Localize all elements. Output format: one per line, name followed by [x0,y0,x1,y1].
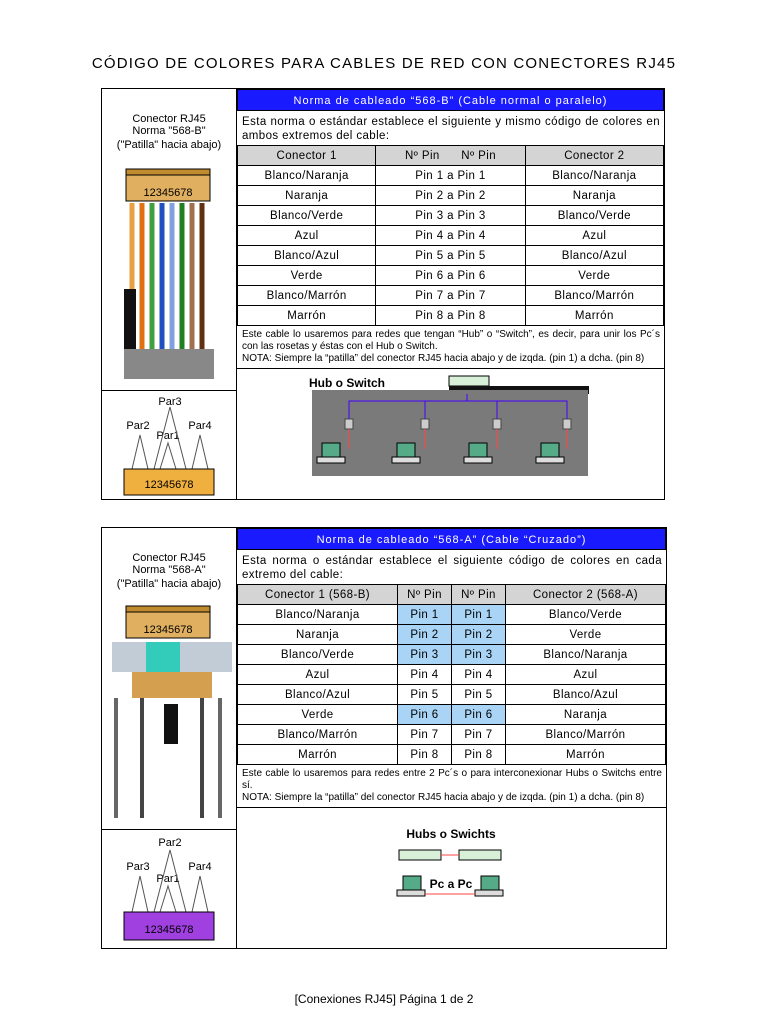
pin-numbers: 12345678 [144,479,194,491]
spec-568a [237,528,666,920]
connector-hint: ("Patilla" hacia abajo) [116,139,222,151]
pair-label: Par4 [188,420,212,432]
table-row: Verde Pin 6 Pin 6 Naranja [238,705,666,725]
column-header: Nº Pin [398,585,452,605]
connector-title: Conector RJ45 [132,113,206,125]
standard-header: Norma de cableado “568-A” (Cable “Cruzado”) [237,528,666,550]
pairs-568a-panel [102,830,237,948]
color-code-table [237,145,664,326]
table-row: Blanco/Verde Pin 3 Pin 3 Blanco/Naranja [238,645,666,665]
column-header: Conector 2 [525,146,663,166]
connector-norm: Norma "568-A" [132,564,206,576]
column-header: Conector 2 (568-A) [505,585,665,605]
standard-intro: Esta norma o estándar establece el siguiente código de colores en cada extremo del cable: [242,555,662,581]
table-row: Blanco/Naranja Pin 1 a Pin 1 Blanco/Naranja [238,166,664,186]
standard-header: Norma de cableado “568-B” (Cable normal o paralelo) [237,89,664,111]
pair-label: Par2 [158,837,182,849]
hub-label: Hub o Switch [309,376,385,390]
usage-note: Este cable lo usaremos para redes que tengan “Hub” o “Switch”, es decir, para unir los Pc´s con las rosetas y éstas con el Hub o Switch. NOTA: Siempre la “patilla” del conector RJ45 hacia abajo y de izqda. (pin 1) a dcha. (pin 8) [237,326,664,369]
connector-hint: ("Patilla" hacia abajo) [116,578,222,590]
table-row: Blanco/Azul Pin 5 Pin 5 Blanco/Azul [238,685,666,705]
table-row: Naranja Pin 2 a Pin 2 Naranja [238,186,664,206]
pairs-568a-diagram [102,830,236,948]
table-row: Blanco/Marrón Pin 7 a Pin 7 Blanco/Marrón [238,286,664,306]
pc-to-pc-label: Pc a Pc [429,877,473,891]
table-row: Marrón Pin 8 a Pin 8 Marrón [238,306,664,326]
pair-label: Par1 [156,873,180,885]
connector-568a-panel [102,528,237,830]
pin-numbers: 12345678 [144,924,194,936]
table-row: Naranja Pin 2 Pin 2 Verde [238,625,666,645]
page-title: CÓDIGO DE COLORES PARA CABLES DE RED CON CONECTORES RJ45 [91,55,677,72]
table-row: Azul Pin 4 a Pin 4 Azul [238,226,664,246]
connector-568b-panel [102,89,237,391]
rj45-568b-illustration [102,159,236,389]
column-header: Nº Pin [451,585,505,605]
table-row: Blanco/Azul Pin 5 a Pin 5 Blanco/Azul [238,246,664,266]
rj45-568a-illustration [102,598,236,828]
connector-title: Conector RJ45 [132,552,206,564]
table-row: Blanco/Marrón Pin 7 Pin 7 Blanco/Marrón [238,725,666,745]
network-568a-diagram [237,808,665,920]
hub-label: Hubs o Swichts [406,827,496,841]
block-568b [101,88,665,500]
pairs-568b-panel [102,391,237,499]
connector-norm: Norma "568-B" [132,125,206,137]
block-568a [101,527,667,949]
table-row: Azul Pin 4 Pin 4 Azul [238,665,666,685]
color-code-table [237,584,666,765]
table-row: Verde Pin 6 a Pin 6 Verde [238,266,664,286]
network-568b-diagram [237,369,663,477]
spec-568b [237,89,664,477]
standard-intro: Esta norma o estándar establece el siguiente y mismo código de colores en ambos extremos del cable: [242,116,660,142]
column-header: Nº Pin Nº Pin [376,146,525,166]
pair-label: Par1 [156,430,180,442]
table-row: Blanco/Naranja Pin 1 Pin 1 Blanco/Verde [238,605,666,625]
pin-numbers: 12345678 [143,187,193,199]
column-header: Conector 1 [238,146,376,166]
page-footer: [Conexiones RJ45] Página 1 de 2 [294,992,474,1006]
column-header: Conector 1 (568-B) [238,585,398,605]
pair-label: Par3 [158,396,182,408]
pin-numbers: 12345678 [143,624,193,636]
pair-label: Par2 [126,420,150,432]
usage-note: Este cable lo usaremos para redes entre 2 Pc´s o para interconexionar Hubs o Switchs entre sí. NOTA: Siempre la “patilla” del conector RJ45 hacia abajo y de izqda. (pin 1) a dcha. (pin 8) [237,765,666,808]
table-row: Blanco/Verde Pin 3 a Pin 3 Blanco/Verde [238,206,664,226]
pair-label: Par4 [188,861,212,873]
pairs-568b-diagram [102,391,236,499]
table-row: Marrón Pin 8 Pin 8 Marrón [238,745,666,765]
pair-label: Par3 [126,861,150,873]
